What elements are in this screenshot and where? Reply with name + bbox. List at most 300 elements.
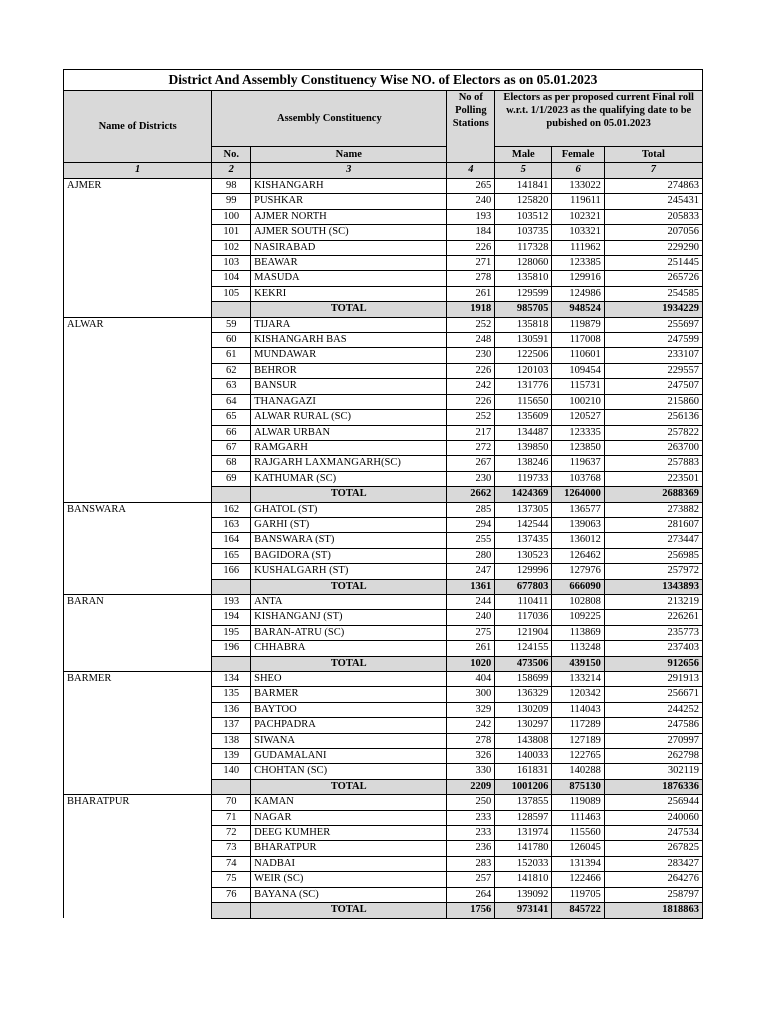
male-electors: 130523 (495, 548, 552, 563)
total-female-electors: 1264000 (552, 487, 604, 502)
polling-stations: 264 (447, 887, 495, 902)
total-male-electors: 473506 (495, 656, 552, 671)
male-electors: 161831 (495, 764, 552, 779)
male-electors: 110411 (495, 594, 552, 609)
constituency-name: RAMGARH (251, 440, 447, 455)
district-total-row (64, 779, 703, 794)
female-electors: 124986 (552, 286, 604, 301)
male-electors: 141810 (495, 872, 552, 887)
district-cell (64, 487, 212, 502)
polling-stations: 326 (447, 749, 495, 764)
table-row (64, 502, 703, 517)
constituency-number: 102 (212, 240, 251, 255)
district-cell (64, 687, 212, 702)
female-electors: 119611 (552, 194, 604, 209)
polling-stations: 329 (447, 702, 495, 717)
male-electors: 122506 (495, 348, 552, 363)
polling-stations: 193 (447, 209, 495, 224)
total-male-electors: 973141 (495, 903, 552, 918)
total-electors: 229290 (604, 240, 702, 255)
table-row (64, 795, 703, 810)
constituency-number: 75 (212, 872, 251, 887)
constituency-number: 66 (212, 425, 251, 440)
constituency-name: NASIRABAD (251, 240, 447, 255)
table-row (64, 256, 703, 271)
polling-stations: 278 (447, 271, 495, 286)
constituency-name: KUSHALGARH (ST) (251, 564, 447, 579)
male-electors: 142544 (495, 517, 552, 532)
table-row (64, 379, 703, 394)
total-electors: 264276 (604, 872, 702, 887)
polling-stations: 252 (447, 410, 495, 425)
constituency-number: 164 (212, 533, 251, 548)
table-row (64, 240, 703, 255)
female-electors: 123385 (552, 256, 604, 271)
table-row (64, 594, 703, 609)
constituency-number: 101 (212, 225, 251, 240)
table-row (64, 548, 703, 563)
constituency-name: KATHUMAR (SC) (251, 471, 447, 486)
male-electors: 139850 (495, 440, 552, 455)
district-cell (64, 410, 212, 425)
male-electors: 152033 (495, 856, 552, 871)
total-electors: 226261 (604, 610, 702, 625)
district-name: BANSWARA (64, 502, 212, 517)
male-electors: 131974 (495, 826, 552, 841)
total-electors: 265726 (604, 271, 702, 286)
table-row (64, 625, 703, 640)
table-row (64, 225, 703, 240)
total-electors: 205833 (604, 209, 702, 224)
polling-stations: 240 (447, 194, 495, 209)
district-cell (64, 826, 212, 841)
header-district: Name of Districts (64, 91, 212, 163)
grand-total-electors: 1876336 (604, 779, 702, 794)
total-female-electors: 845722 (552, 903, 604, 918)
district-total-row (64, 903, 703, 918)
table-row (64, 887, 703, 902)
polling-stations: 226 (447, 240, 495, 255)
total-male-electors: 1001206 (495, 779, 552, 794)
total-electors: 281607 (604, 517, 702, 532)
table-row (64, 425, 703, 440)
polling-stations: 242 (447, 718, 495, 733)
polling-stations: 285 (447, 502, 495, 517)
table-row (64, 672, 703, 687)
total-electors: 263700 (604, 440, 702, 455)
male-electors: 119733 (495, 471, 552, 486)
constituency-number: 194 (212, 610, 251, 625)
polling-stations: 267 (447, 456, 495, 471)
constituency-name: NADBAI (251, 856, 447, 871)
district-cell (64, 733, 212, 748)
table-row (64, 533, 703, 548)
district-cell (64, 440, 212, 455)
constituency-number: 70 (212, 795, 251, 810)
constituency-number: 65 (212, 410, 251, 425)
male-electors: 121904 (495, 625, 552, 640)
total-electors: 244252 (604, 702, 702, 717)
female-electors: 111962 (552, 240, 604, 255)
table-row (64, 471, 703, 486)
total-spacer (212, 579, 251, 594)
constituency-name: AJMER NORTH (251, 209, 447, 224)
district-total-row (64, 302, 703, 317)
female-electors: 120342 (552, 687, 604, 702)
total-male-electors: 1424369 (495, 487, 552, 502)
district-cell (64, 348, 212, 363)
constituency-number: 163 (212, 517, 251, 532)
polling-stations: 184 (447, 225, 495, 240)
total-electors: 257822 (604, 425, 702, 440)
constituency-name: BAYTOO (251, 702, 447, 717)
column-number: 6 (552, 163, 604, 179)
polling-stations: 280 (447, 548, 495, 563)
district-cell (64, 379, 212, 394)
district-cell (64, 841, 212, 856)
female-electors: 100210 (552, 394, 604, 409)
constituency-number: 99 (212, 194, 251, 209)
column-number: 7 (604, 163, 702, 179)
polling-stations: 278 (447, 733, 495, 748)
total-electors: 267825 (604, 841, 702, 856)
female-electors: 133022 (552, 179, 604, 194)
total-polling-stations: 2209 (447, 779, 495, 794)
constituency-number: 74 (212, 856, 251, 871)
district-cell (64, 887, 212, 902)
district-cell (64, 194, 212, 209)
female-electors: 123335 (552, 425, 604, 440)
female-electors: 119089 (552, 795, 604, 810)
district-cell (64, 209, 212, 224)
table-row (64, 718, 703, 733)
district-cell (64, 548, 212, 563)
constituency-number: 62 (212, 363, 251, 378)
constituency-number: 72 (212, 826, 251, 841)
total-electors: 247534 (604, 826, 702, 841)
male-electors: 129996 (495, 564, 552, 579)
constituency-number: 195 (212, 625, 251, 640)
total-electors: 257972 (604, 564, 702, 579)
table-row (64, 456, 703, 471)
district-cell (64, 456, 212, 471)
constituency-number: 69 (212, 471, 251, 486)
female-electors: 109225 (552, 610, 604, 625)
male-electors: 134487 (495, 425, 552, 440)
district-cell (64, 610, 212, 625)
total-spacer (212, 487, 251, 502)
constituency-number: 165 (212, 548, 251, 563)
male-electors: 143808 (495, 733, 552, 748)
table-row (64, 286, 703, 301)
constituency-number: 196 (212, 641, 251, 656)
female-electors: 110601 (552, 348, 604, 363)
district-cell (64, 702, 212, 717)
table-row (64, 410, 703, 425)
constituency-number: 138 (212, 733, 251, 748)
female-electors: 111463 (552, 810, 604, 825)
constituency-name: TIJARA (251, 317, 447, 332)
female-electors: 136012 (552, 533, 604, 548)
male-electors: 130209 (495, 702, 552, 717)
table-row (64, 394, 703, 409)
male-electors: 117328 (495, 240, 552, 255)
total-label: TOTAL (251, 656, 447, 671)
total-electors: 255697 (604, 317, 702, 332)
female-electors: 119879 (552, 317, 604, 332)
male-electors: 137435 (495, 533, 552, 548)
constituency-name: GARHI (ST) (251, 517, 447, 532)
constituency-name: AJMER SOUTH (SC) (251, 225, 447, 240)
constituency-number: 162 (212, 502, 251, 517)
district-cell (64, 394, 212, 409)
total-electors: 256136 (604, 410, 702, 425)
female-electors: 136577 (552, 502, 604, 517)
district-cell (64, 363, 212, 378)
district-cell (64, 903, 212, 918)
header-electors: Electors as per proposed current Final roll w.r.t. 1/1/2023 as the qualifying date to be pubished on 05.01.2023 (495, 91, 703, 147)
total-polling-stations: 1361 (447, 579, 495, 594)
constituency-number: 73 (212, 841, 251, 856)
constituency-number: 105 (212, 286, 251, 301)
male-electors: 125820 (495, 194, 552, 209)
female-electors: 113869 (552, 625, 604, 640)
total-electors: 258797 (604, 887, 702, 902)
header-name: Name (251, 147, 447, 163)
polling-stations: 244 (447, 594, 495, 609)
grand-total-electors: 2688369 (604, 487, 702, 502)
total-label: TOTAL (251, 903, 447, 918)
constituency-number: 137 (212, 718, 251, 733)
grand-total-electors: 912656 (604, 656, 702, 671)
constituency-name: BARMER (251, 687, 447, 702)
total-electors: 283427 (604, 856, 702, 871)
table-row (64, 749, 703, 764)
total-electors: 213219 (604, 594, 702, 609)
district-name: ALWAR (64, 317, 212, 332)
total-electors: 247586 (604, 718, 702, 733)
district-cell (64, 779, 212, 794)
male-electors: 103512 (495, 209, 552, 224)
electors-document (63, 69, 703, 919)
total-label: TOTAL (251, 487, 447, 502)
district-cell (64, 271, 212, 286)
total-electors: 245431 (604, 194, 702, 209)
constituency-name: CHHABRA (251, 641, 447, 656)
constituency-name: SIWANA (251, 733, 447, 748)
total-label: TOTAL (251, 579, 447, 594)
total-polling-stations: 1918 (447, 302, 495, 317)
polling-stations: 250 (447, 795, 495, 810)
district-cell (64, 240, 212, 255)
document-title: District And Assembly Constituency Wise NO. of Electors as on 05.01.2023 (64, 70, 703, 91)
table-row (64, 179, 703, 194)
male-electors: 139092 (495, 887, 552, 902)
total-label: TOTAL (251, 302, 447, 317)
polling-stations: 236 (447, 841, 495, 856)
polling-stations: 257 (447, 872, 495, 887)
polling-stations: 265 (447, 179, 495, 194)
table-row (64, 317, 703, 332)
male-electors: 120103 (495, 363, 552, 378)
constituency-name: BANSWARA (ST) (251, 533, 447, 548)
total-electors: 207056 (604, 225, 702, 240)
female-electors: 115731 (552, 379, 604, 394)
total-female-electors: 439150 (552, 656, 604, 671)
district-cell (64, 641, 212, 656)
district-cell (64, 718, 212, 733)
female-electors: 129916 (552, 271, 604, 286)
district-cell (64, 225, 212, 240)
constituency-name: ALWAR RURAL (SC) (251, 410, 447, 425)
constituency-name: BARAN-ATRU (SC) (251, 625, 447, 640)
polling-stations: 294 (447, 517, 495, 532)
male-electors: 131776 (495, 379, 552, 394)
table-row (64, 826, 703, 841)
constituency-number: 166 (212, 564, 251, 579)
female-electors: 126045 (552, 841, 604, 856)
constituency-name: ALWAR URBAN (251, 425, 447, 440)
constituency-name: NAGAR (251, 810, 447, 825)
polling-stations: 230 (447, 348, 495, 363)
constituency-number: 59 (212, 317, 251, 332)
constituency-name: SHEO (251, 672, 447, 687)
male-electors: 140033 (495, 749, 552, 764)
constituency-name: KISHANGARH BAS (251, 333, 447, 348)
total-electors: 256944 (604, 795, 702, 810)
female-electors: 117008 (552, 333, 604, 348)
district-cell (64, 856, 212, 871)
female-electors: 131394 (552, 856, 604, 871)
district-cell (64, 471, 212, 486)
table-row (64, 209, 703, 224)
female-electors: 113248 (552, 641, 604, 656)
polling-stations: 271 (447, 256, 495, 271)
table-row (64, 733, 703, 748)
polling-stations: 404 (447, 672, 495, 687)
constituency-number: 134 (212, 672, 251, 687)
total-spacer (212, 779, 251, 794)
table-row (64, 641, 703, 656)
table-body (64, 179, 703, 919)
total-electors: 256985 (604, 548, 702, 563)
district-cell (64, 425, 212, 440)
constituency-name: PUSHKAR (251, 194, 447, 209)
constituency-name: ANTA (251, 594, 447, 609)
total-electors: 257883 (604, 456, 702, 471)
female-electors: 114043 (552, 702, 604, 717)
column-number: 1 (64, 163, 212, 179)
total-label: TOTAL (251, 779, 447, 794)
total-spacer (212, 656, 251, 671)
total-electors: 233107 (604, 348, 702, 363)
constituency-number: 136 (212, 702, 251, 717)
header-polling-stations: No of Polling Stations (447, 91, 495, 163)
grand-total-electors: 1934229 (604, 302, 702, 317)
constituency-name: KISHANGARH (251, 179, 447, 194)
constituency-number: 76 (212, 887, 251, 902)
constituency-number: 60 (212, 333, 251, 348)
constituency-name: KISHANGANJ (ST) (251, 610, 447, 625)
female-electors: 119705 (552, 887, 604, 902)
constituency-number: 71 (212, 810, 251, 825)
female-electors: 127189 (552, 733, 604, 748)
table-row (64, 687, 703, 702)
total-electors: 270997 (604, 733, 702, 748)
polling-stations: 233 (447, 826, 495, 841)
female-electors: 117289 (552, 718, 604, 733)
female-electors: 123850 (552, 440, 604, 455)
polling-stations: 217 (447, 425, 495, 440)
female-electors: 103768 (552, 471, 604, 486)
male-electors: 135818 (495, 317, 552, 332)
district-total-row (64, 579, 703, 594)
polling-stations: 247 (447, 564, 495, 579)
female-electors: 127976 (552, 564, 604, 579)
grand-total-electors: 1343893 (604, 579, 702, 594)
female-electors: 126462 (552, 548, 604, 563)
grand-total-electors: 1818863 (604, 903, 702, 918)
district-name: BHARATPUR (64, 795, 212, 810)
male-electors: 128060 (495, 256, 552, 271)
total-electors: 247599 (604, 333, 702, 348)
total-electors: 256671 (604, 687, 702, 702)
total-electors: 251445 (604, 256, 702, 271)
female-electors: 140288 (552, 764, 604, 779)
table-row (64, 348, 703, 363)
constituency-name: CHOHTAN (SC) (251, 764, 447, 779)
table-row (64, 872, 703, 887)
district-cell (64, 564, 212, 579)
column-number: 4 (447, 163, 495, 179)
district-cell (64, 517, 212, 532)
constituency-name: GUDAMALANI (251, 749, 447, 764)
male-electors: 117036 (495, 610, 552, 625)
male-electors: 141780 (495, 841, 552, 856)
male-electors: 135609 (495, 410, 552, 425)
total-electors: 240060 (604, 810, 702, 825)
total-electors: 273447 (604, 533, 702, 548)
constituency-number: 64 (212, 394, 251, 409)
total-female-electors: 948524 (552, 302, 604, 317)
table-row (64, 363, 703, 378)
polling-stations: 230 (447, 471, 495, 486)
total-electors: 274863 (604, 179, 702, 194)
male-electors: 135810 (495, 271, 552, 286)
polling-stations: 248 (447, 333, 495, 348)
total-electors: 223501 (604, 471, 702, 486)
male-electors: 128597 (495, 810, 552, 825)
table-row (64, 702, 703, 717)
total-polling-stations: 1756 (447, 903, 495, 918)
district-cell (64, 256, 212, 271)
table-row (64, 333, 703, 348)
total-electors: 235773 (604, 625, 702, 640)
constituency-name: WEIR (SC) (251, 872, 447, 887)
male-electors: 130591 (495, 333, 552, 348)
male-electors: 137305 (495, 502, 552, 517)
polling-stations: 226 (447, 394, 495, 409)
constituency-number: 140 (212, 764, 251, 779)
constituency-name: BHARATPUR (251, 841, 447, 856)
constituency-name: GHATOL (ST) (251, 502, 447, 517)
table-row (64, 517, 703, 532)
district-cell (64, 302, 212, 317)
table-row (64, 764, 703, 779)
total-electors: 291913 (604, 672, 702, 687)
male-electors: 136329 (495, 687, 552, 702)
constituency-name: RAJGARH LAXMANGARH(SC) (251, 456, 447, 471)
